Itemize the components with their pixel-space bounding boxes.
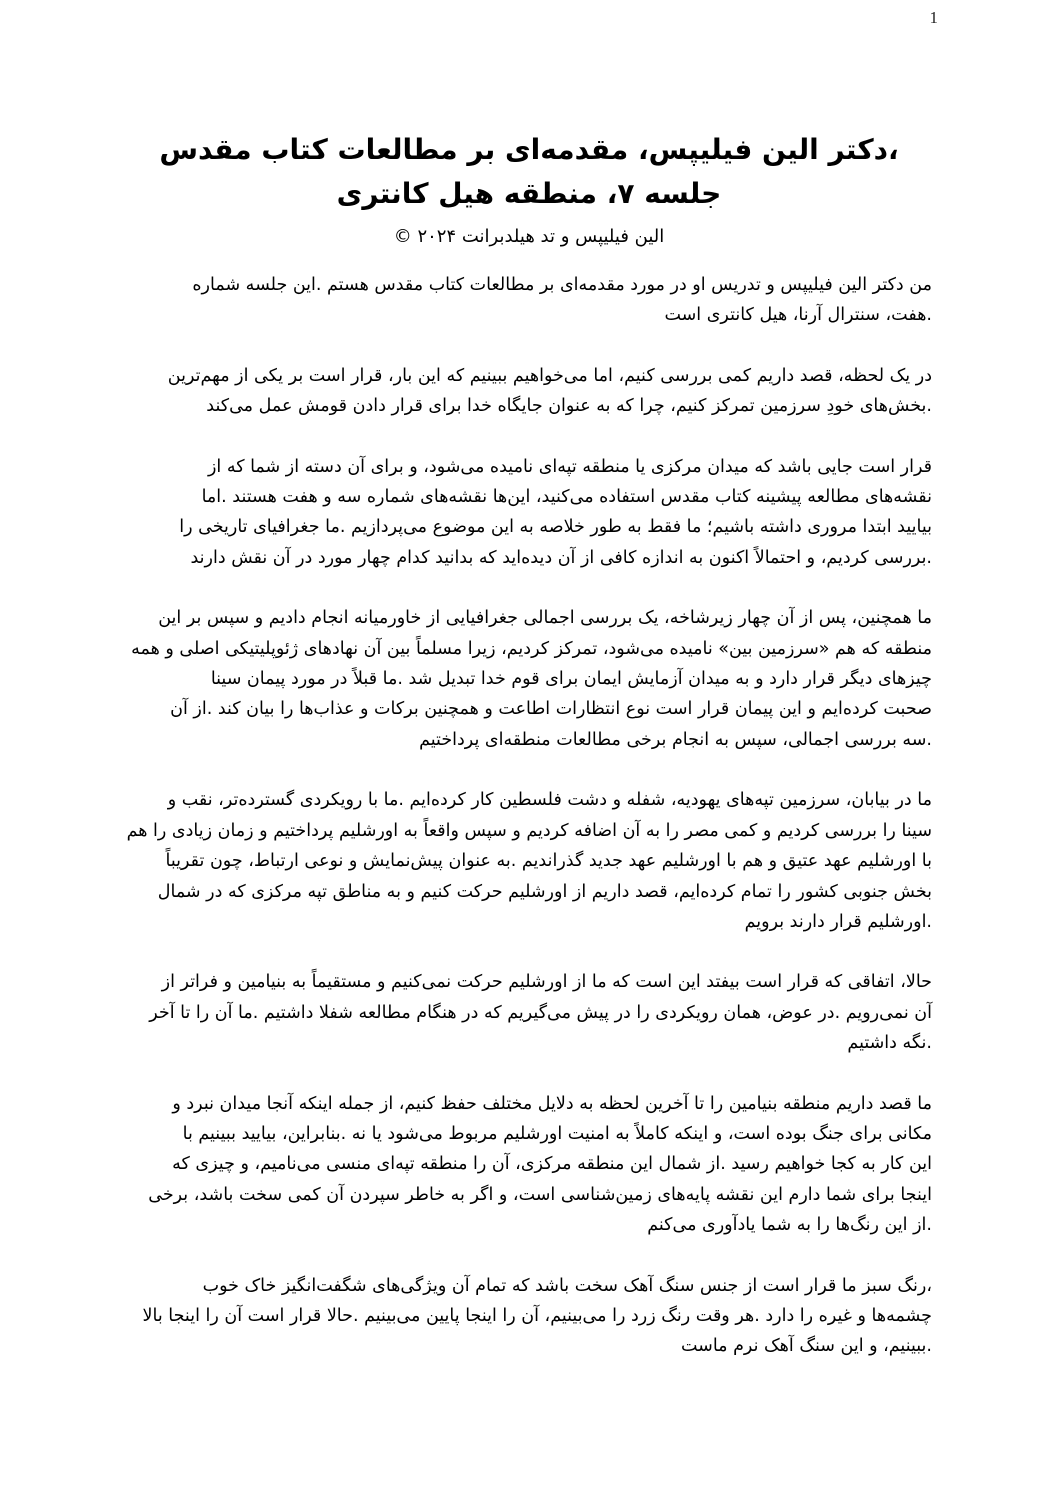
document-body bbox=[124, 270, 932, 1392]
copyright-line: الین فیلیپس و تد هیلدبرانت ۲۰۲۴ © bbox=[393, 226, 665, 247]
paragraph: ما در بیابان، سرزمین تپه‌های یهودیه، شفله و دشت فلسطین کار کرده‌ایم .ما با رویکردی گسترده‌تر، نقب و سینا را بررسی کردیم و کمی مصر را به آن اضافه کردیم و سپس واقعاً به اورشلیم پرداختیم و زمان زیادی را هم با اورشلیم عهد عتیق و هم با اورشلیم عهد جدید گذراندیم .به عنوان پیش‌نمایش و نوعی ارتباط، چون تقریباً بخش جنوبی کشور را تمام کرده‌ایم، قصد داریم از اورشلیم حرکت کنیم و به مناطق تپه مرکزی که در شمال .اورشلیم قرار دارند برویم bbox=[126, 790, 932, 932]
paragraph: ،رنگ سبز ما قرار است از جنس سنگ آهک سخت باشد که تمام آن ویژگی‌های شگفت‌انگیز خاک خوب چشمه‌ها و غیره را دارد .هر وقت رنگ زرد را می‌بینیم، آن را اینجا پایین می‌بینیم .حالا قرار است آن را اینجا بالا .ببینیم، و این سنگ آهک نرم ماست bbox=[142, 1275, 932, 1357]
document-header bbox=[0, 128, 1058, 252]
document-title-line-1: ،دکتر الین فیلیپس، مقدمه‌ای بر مطالعات کتاب مقدس bbox=[159, 133, 899, 166]
paragraph: من دکتر الین فیلیپس و تدریس او در مورد مقدمه‌ای بر مطالعات کتاب مقدس هستم .این جلسه شماره .هفت، سنترال آرنا، هیل کانتری است bbox=[192, 275, 932, 326]
paragraph: حالا، اتفاقی که قرار است بیفتد این است که ما از اورشلیم حرکت نمی‌کنیم و مستقیماً به بنیامین و فراتر از آن نمی‌رویم .در عوض، همان رویکردی را در پیش می‌گیریم که در هنگام مطالعه شفلا داشتیم .ما آن را تا آخر .نگه داشتیم bbox=[149, 972, 932, 1054]
paragraph: ما قصد داریم منطقه بنیامین را تا آخرین لحظه به دلایل مختلف حفظ کنیم، از جمله اینکه آنجا میدان نبرد و مکانی برای جنگ بوده است، و اینکه کاملاً به امنیت اورشلیم مربوط می‌شود یا نه .بنابراین، بیایید ببینیم با این کار به کجا خواهیم رسید .از شمال این منطقه مرکزی، آن را منطقه تپه‌ای منسی می‌نامیم، و چیزی که اینجا برای شما دارم این نقشه پایه‌های زمین‌شناسی است، و اگر به خاطر سپردن آن کمی سخت باشد، برخی .از این رنگ‌ها را به شما یادآوری می‌کنم bbox=[148, 1093, 932, 1236]
paragraph: در یک لحظه، قصد داریم کمی بررسی کنیم، اما می‌خواهیم ببینیم که این بار، قرار است بر یکی از مهم‌ترین .بخش‌های خودِ سرزمین تمرکز کنیم، چرا که به عنوان جایگاه خدا برای قرار دادن قومش عمل می‌کند bbox=[167, 365, 932, 417]
page-number: 1 bbox=[929, 8, 938, 27]
document-title-line-2: جلسه ۷، منطقه هیل کانتری bbox=[336, 177, 722, 210]
paragraph: قرار است جایی باشد که میدان مرکزی یا منطقه تپه‌ای نامیده می‌شود، و برای آن دسته از شما که از نقشه‌های مطالعه پیشینه کتاب مقدس استفاده می‌کنید، این‌ها نقشه‌های شماره سه و هفت هستند .اما بیایید ابتدا مروری داشته باشیم؛ ما فقط به طور خلاصه به این موضوع می‌پردازیم .ما جغرافیای تاریخی را .بررسی کردیم، و احتمالاً اکنون به اندازه کافی از آن دیده‌اید که بدانید کدام چهار مورد در آن نقش دارند bbox=[179, 456, 932, 568]
paragraph: ما همچنین، پس از آن چهار زیرشاخه، یک بررسی اجمالی جغرافیایی از خاورمیانه انجام دادیم و سپس بر این منطقه که هم «سرزمین بین» نامیده می‌شود، تمرکز کردیم، زیرا مسلماً بین آن نهادهای ژئوپلیتیکی اصلی و همه چیزهای دیگر قرار دارد و به میدان آزمایش ایمان برای قوم خدا تبدیل شد .ما قبلاً در مورد پیمان سینا صحبت کرده‌ایم و این پیمان قرار است نوع انتظارات اطاعت و همچنین برکات و عذاب‌ها را بیان کند .از آن .سه بررسی اجمالی، سپس به انجام برخی مطالعات منطقه‌ای پرداختیم bbox=[131, 608, 932, 750]
